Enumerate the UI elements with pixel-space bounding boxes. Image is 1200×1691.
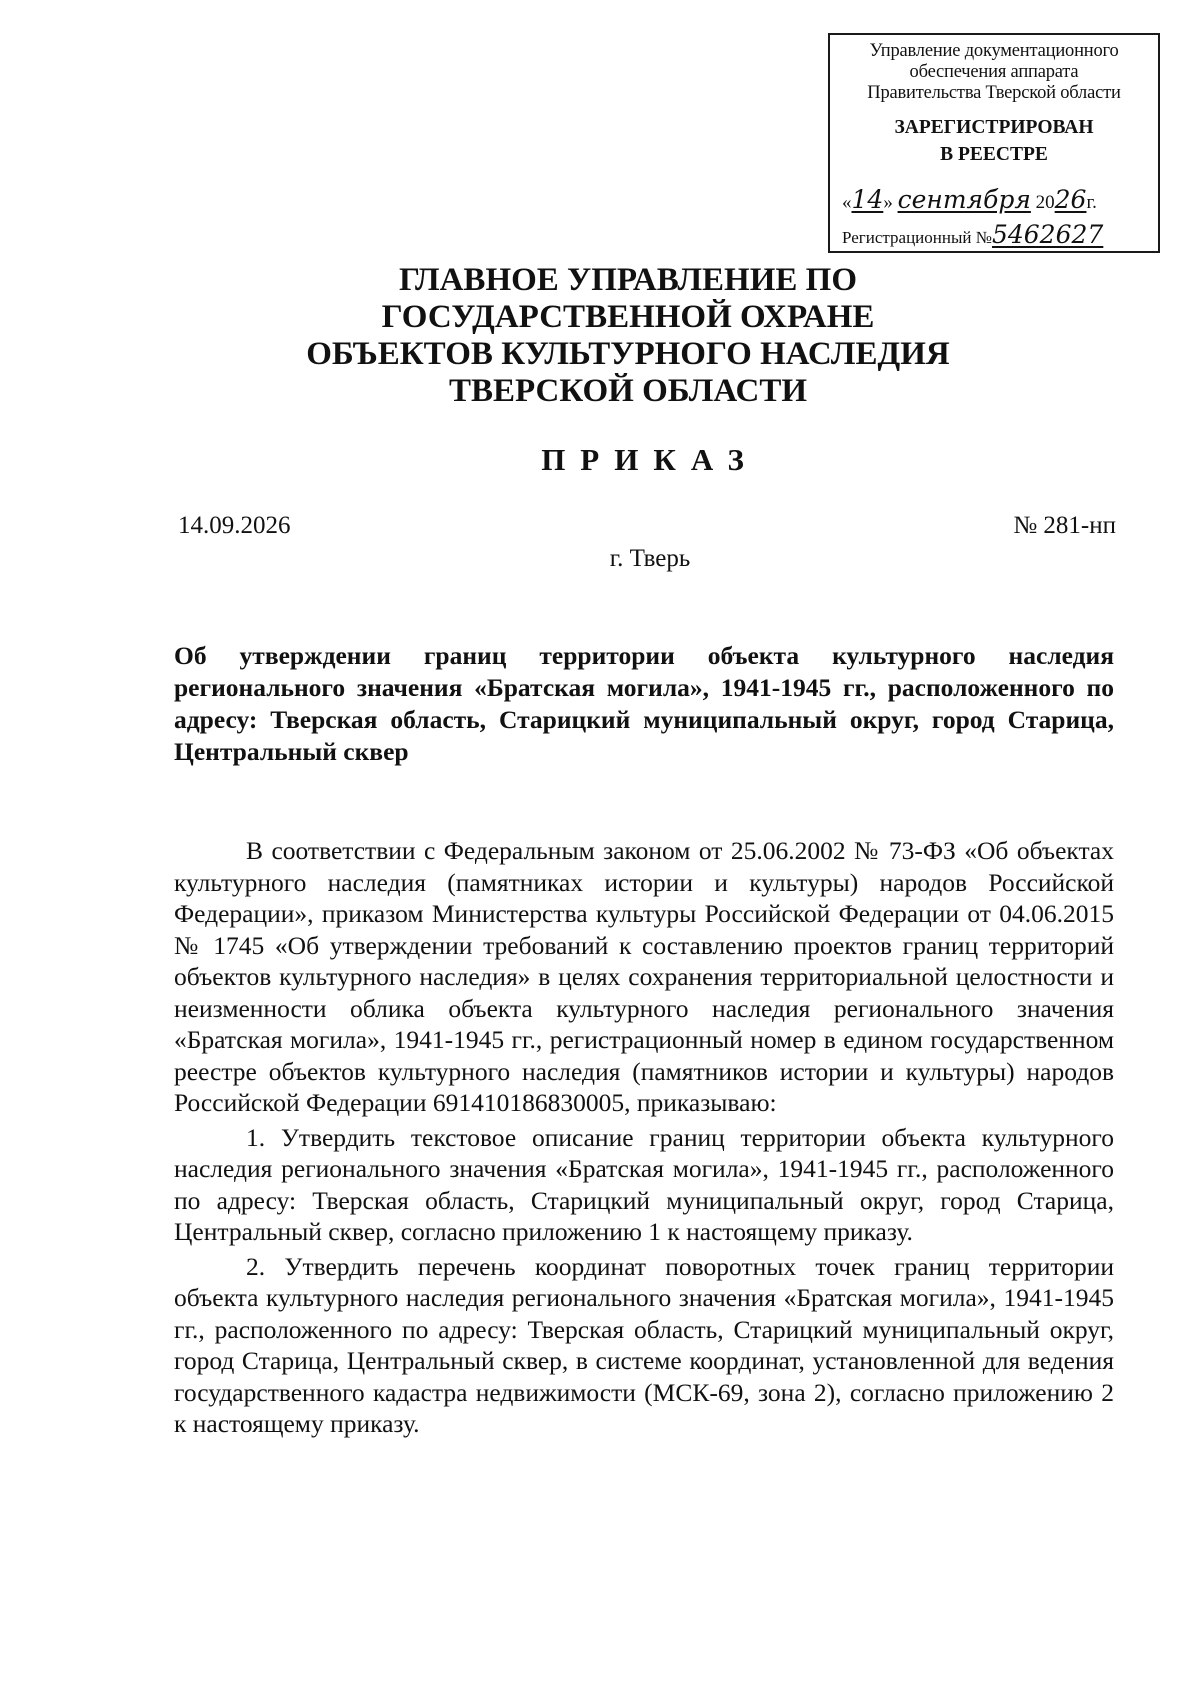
stamp-organization	[830, 41, 1158, 104]
stamp-registered-line: ЗАРЕГИСТРИРОВАН	[894, 117, 1094, 138]
stamp-date-year-prefix: 20	[1035, 192, 1055, 213]
stamp-registered-line: В РЕЕСТРЕ	[940, 144, 1048, 165]
agency-name	[240, 262, 1016, 410]
order-body	[174, 835, 1114, 1440]
stamp-date-month: сентября	[897, 185, 1031, 214]
stamp-number-line	[842, 220, 1150, 249]
body-preamble: В соответствии с Федеральным законом от 25.06.2002 № 73-ФЗ «Об объектах культурного наследия (памятниках истории и культуры) народов Российской Федерации», приказом Министерства культуры Российской Федерации от 04.06.2015 № 1745 «Об утверждении требований к составлению проектов границ территорий объектов культурного наследия» в целях сохранения территориальной целостности и неизменности облика объекта культурного наследия регионального значения «Братская могила», 1941-1945 гг., регистрационный номер в едином государственном реестре объектов культурного наследия (памятников истории и культуры) народов Российской Федерации 691410186830005, приказываю:	[174, 836, 1114, 1117]
agency-name-line: ОБЪЕКТОВ КУЛЬТУРНОГО НАСЛЕДИЯ	[306, 336, 950, 372]
document-type-title: ПРИКАЗ	[541, 442, 759, 477]
agency-name-line: ГОСУДАРСТВЕННОЙ ОХРАНЕ	[381, 299, 875, 335]
order-city: г. Тверь	[609, 545, 691, 572]
body-item: 2. Утвердить перечень координат поворотных точек границ территории объекта культурного наследия регионального значения «Братская могила», 1941-1945 гг., расположенного по адресу: Тверская область, Старицкий муниципальный округ, город Старица, Центральный сквер, в системе координат, установленной для ведения государственного кадастра недвижимости (МСК-69, зона 2), согласно приложению 2 к настоящему приказу.	[174, 1251, 1114, 1438]
stamp-date-year-suffix: 26	[1054, 185, 1087, 214]
stamp-date-close-quote: »	[883, 192, 893, 213]
agency-name-line: ГЛАВНОЕ УПРАВЛЕНИЕ ПО	[399, 262, 857, 298]
registration-stamp	[828, 33, 1160, 253]
stamp-org-line: обеспечения аппарата	[909, 62, 1079, 82]
stamp-date-day: 14	[851, 185, 884, 214]
body-item: 1. Утвердить текстовое описание границ территории объекта культурного наследия регионального значения «Братская могила», 1941-1945 гг., расположенного по адресу: Тверская область, Старицкий муниципальный округ, город Старица, Центральный сквер, согласно приложению 1 к настоящему приказу.	[174, 1122, 1114, 1246]
stamp-date-year-unit: г.	[1086, 192, 1097, 213]
stamp-date-line	[842, 185, 1150, 219]
stamp-number-value: 5462627	[991, 220, 1104, 249]
stamp-org-line: Управление документационного	[869, 41, 1119, 61]
order-number: № 281-нп	[1013, 512, 1116, 539]
stamp-org-line: Правительства Тверской области	[867, 83, 1121, 103]
order-subject: Об утверждении границ территории объекта культурного наследия регионального значения «Братская могила», 1941-1945 гг., расположенного по адресу: Тверская область, Старицкий муниципальный округ, город Старица, Центральный сквер	[174, 641, 1114, 766]
stamp-registered	[830, 114, 1158, 168]
order-date: 14.09.2026	[178, 512, 291, 539]
stamp-date-open-quote: «	[842, 192, 852, 213]
stamp-number-label: Регистрационный №	[842, 228, 992, 247]
agency-name-line: ТВЕРСКОЙ ОБЛАСТИ	[448, 373, 808, 409]
